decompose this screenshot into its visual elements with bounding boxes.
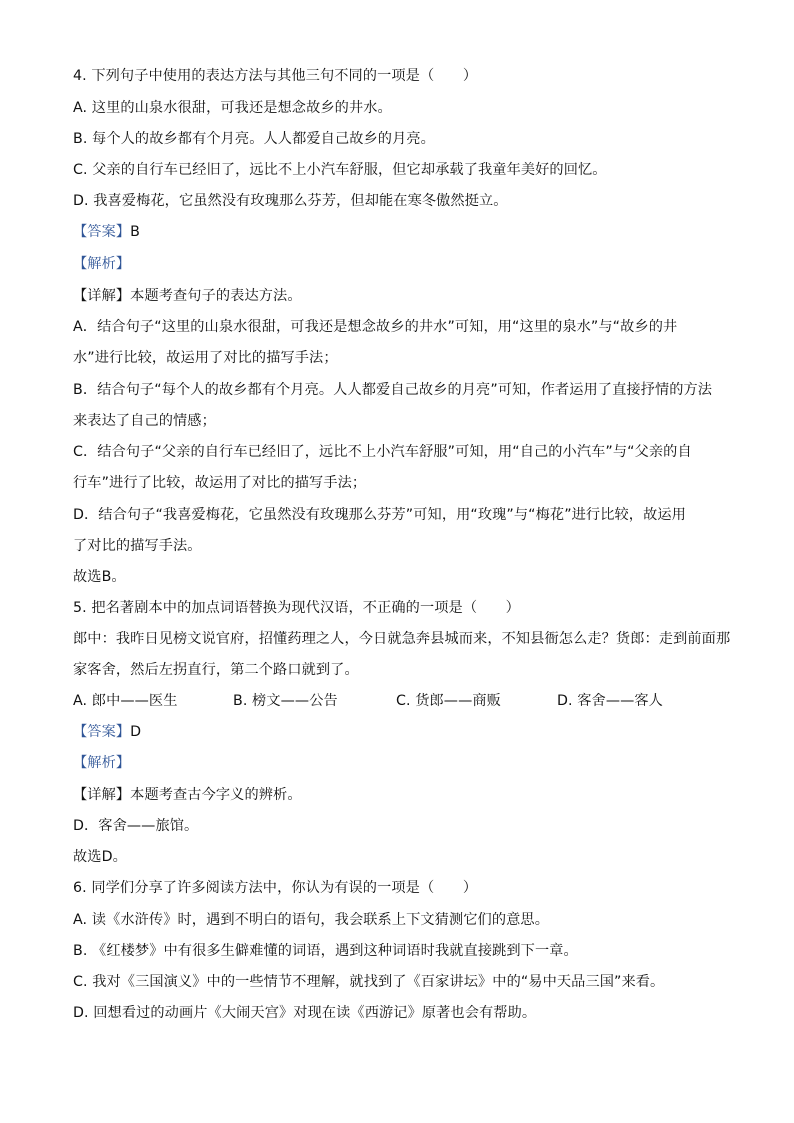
question-6-stem: 6. 同学们分享了许多阅读方法中，你认为有误的一项是（ ）	[73, 880, 478, 896]
question-5-passage-line: 郎中：我昨日见榜文说官府，招懂药理之人，今日就急奔县城而来，不知县衙怎么走？货郎：走到前面那	[73, 631, 731, 647]
detail-tag: 【详解】	[73, 787, 131, 803]
explanation-line: 水”进行比较，故运用了对比的描写手法；	[73, 350, 338, 366]
question-5-passage-line: 家客舍，然后左拐直行，第二个路口就到了。	[73, 662, 359, 678]
question-6-option-d: D. 回想看过的动画片《大闹天宫》对现在读《西游记》原著也会有帮助。	[73, 1005, 537, 1021]
answer-value: D	[130, 724, 142, 740]
question-6-option-b: B. 《红楼梦》中有很多生僻难懂的词语，遇到这种词语时我就直接跳到下一章。	[73, 943, 578, 959]
detail-text: 本题考查古今字义的辨析。	[130, 787, 302, 803]
analysis-tag: 【解析】	[73, 256, 131, 272]
question-4-detail-row	[73, 286, 733, 306]
answer-tag: 【答案】	[73, 724, 131, 740]
answer-value: B	[130, 224, 140, 240]
question-5-option-c: C. 货郎——商贩	[396, 693, 501, 709]
analysis-tag: 【解析】	[73, 755, 131, 771]
detail-tag: 【详解】	[73, 288, 131, 304]
explanation-line: 行车”进行了比较，故运用了对比的描写手法；	[73, 475, 367, 491]
explanation-line: 了对比的描写手法。	[73, 538, 202, 554]
conclusion: 故选B。	[73, 569, 126, 585]
question-5-answer-row	[73, 722, 733, 742]
explanation-line: B．结合句子“每个人的故乡都有个月亮。人人都爱自己故乡的月亮”可知，作者运用了直接抒情的方法	[73, 382, 713, 398]
explanation-line: D．客舍——旅馆。	[73, 818, 199, 834]
explanation-line: C．结合句子“父亲的自行车已经旧了，远比不上小汽车舒服”可知，用“自己的小汽车”与“父亲的自	[73, 444, 692, 460]
explanation-line: D．结合句子“我喜爱梅花，它虽然没有玫瑰那么芬芳”可知，用“玫瑰”与“梅花”进行比较，故运用	[73, 507, 686, 523]
question-4-stem: 4. 下列句子中使用的表达方法与其他三句不同的一项是（ ）	[73, 68, 478, 84]
question-4-option-b: B. 每个人的故乡都有个月亮。人人都爱自己故乡的月亮。	[73, 131, 435, 147]
conclusion: 故选D。	[73, 849, 127, 865]
question-4-option-c: C. 父亲的自行车已经旧了，远比不上小汽车舒服，但它却承载了我童年美好的回忆。	[73, 162, 607, 178]
question-5-option-a: A. 郎中——医生	[73, 693, 178, 709]
question-5-stem: 5. 把名著剧本中的加点词语替换为现代汉语，不正确的一项是（ ）	[73, 600, 520, 616]
question-5-option-d: D. 客舍——客人	[557, 693, 663, 709]
explanation-line: A．结合句子“这里的山泉水很甜，可我还是想念故乡的井水”可知，用“这里的泉水”与“故乡的井	[73, 319, 678, 335]
answer-tag: 【答案】	[73, 224, 131, 240]
question-4-option-d: D. 我喜爱梅花，它虽然没有玫瑰那么芬芳，但却能在寒冬傲然挺立。	[73, 193, 508, 209]
question-6-option-c: C. 我对《三国演义》中的一些情节不理解，就找到了《百家讲坛》中的“易中天品三国”来看。	[73, 974, 665, 990]
explanation-line: 来表达了自己的情感；	[73, 413, 216, 429]
question-4-answer-row	[73, 222, 733, 242]
question-5-option-b: B. 榜文——公告	[233, 693, 338, 709]
question-5-detail-row	[73, 785, 733, 805]
detail-text: 本题考查句子的表达方法。	[130, 288, 302, 304]
question-6-option-a: A. 读《水浒传》时，遇到不明白的语句，我会联系上下文猜测它们的意思。	[73, 912, 549, 928]
question-4-option-a: A. 这里的山泉水很甜，可我还是想念故乡的井水。	[73, 100, 392, 116]
